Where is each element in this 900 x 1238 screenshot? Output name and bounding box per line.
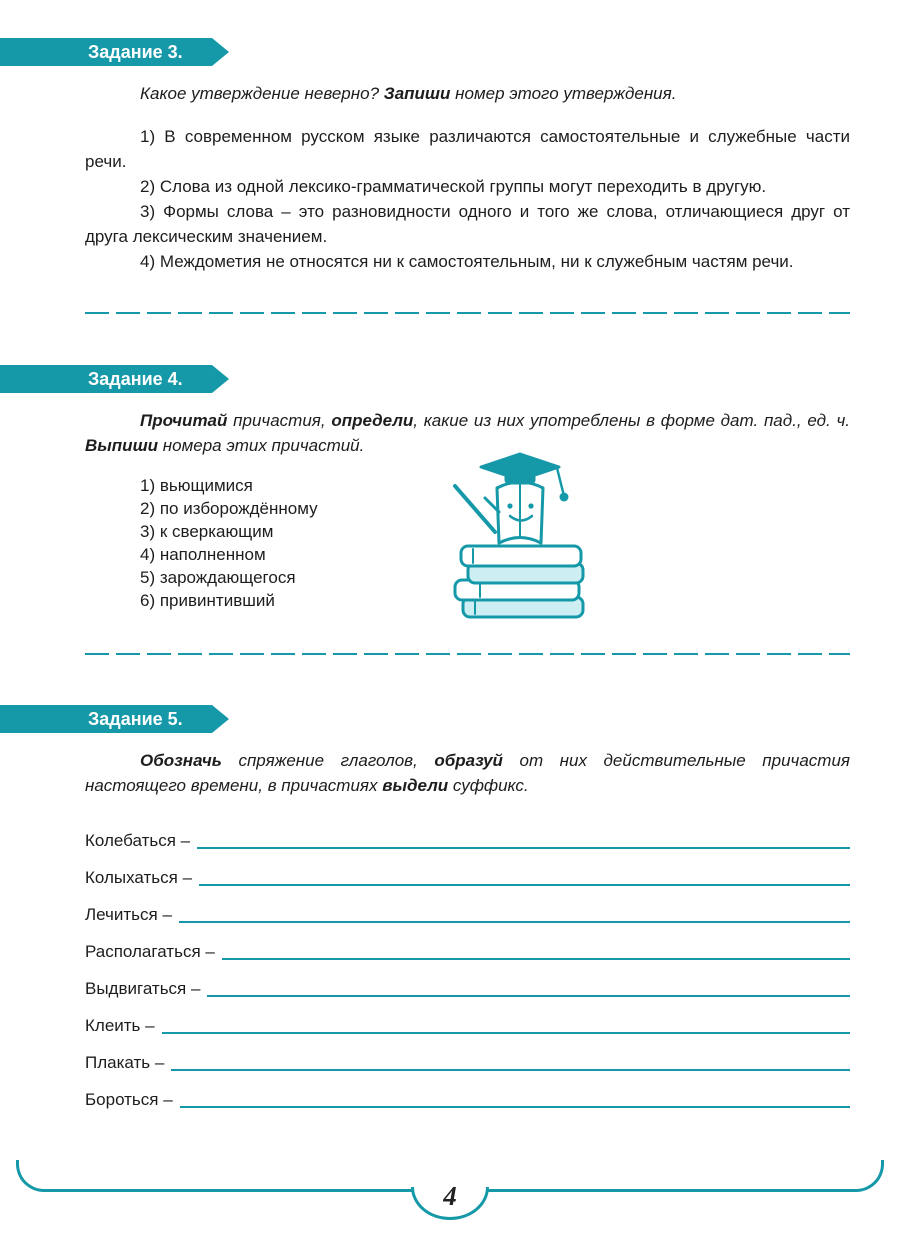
task-section-3 (0, 38, 900, 274)
instruction-bold: Выпиши (85, 436, 159, 455)
instruction-bold: Запиши (383, 84, 451, 103)
instruction-text: причастия, (227, 411, 332, 430)
task-instruction (85, 748, 850, 798)
page-number: 4 (443, 1181, 457, 1211)
task-section-4 (0, 365, 900, 612)
verb-row (85, 1050, 850, 1075)
instruction-text: номера этих причастий. (158, 436, 365, 455)
separator-line (85, 312, 850, 314)
instruction-bold: определи (331, 411, 414, 430)
verb-row (85, 902, 850, 927)
verb-rows (85, 828, 850, 1112)
participle-item: 2) по изборождённому (140, 499, 318, 518)
statement-list (85, 124, 850, 274)
verb-label: Располагаться – (85, 942, 215, 961)
pointer-stick-icon (455, 486, 495, 532)
instruction-text: , какие из них употреблены в форме дат. пад., ед. ч. (413, 411, 850, 430)
task-instruction (85, 81, 850, 106)
instruction-text: спряжение глаголов, (221, 751, 435, 770)
participle-item: 1) вьющимися (140, 476, 253, 495)
verb-label: Клеить – (85, 1016, 155, 1035)
verb-row (85, 939, 850, 964)
answer-line (222, 958, 850, 960)
verb-label: Выдвигаться – (85, 979, 201, 998)
participle-item: 3) к сверкающим (140, 522, 274, 541)
task-section-5 (0, 705, 900, 1112)
verb-label: Бороться – (85, 1090, 173, 1109)
instruction-bold: Прочитай (140, 411, 228, 430)
task-content (0, 748, 900, 1112)
answer-line (162, 1032, 850, 1034)
statement-item: 2) Слова из одной лексико-грамматической группы могут переходить в другую. (140, 177, 767, 196)
statement-item: 3) Формы слова – это разновидности одного и того же слова, отличающиеся друг от друга лексическим значением. (85, 202, 850, 246)
separator-line (85, 653, 850, 655)
participle-item: 6) привинтивший (140, 591, 275, 610)
task-content (0, 81, 900, 274)
statement-item: 4) Междометия не относятся ни к самостоятельным, ни к служебным частям речи. (140, 252, 794, 271)
task-title: Задание 4. (88, 369, 183, 389)
verb-row (85, 1087, 850, 1112)
verb-label: Лечиться – (85, 905, 172, 924)
task-content (0, 408, 900, 612)
instruction-text: Какое утверждение неверно? (140, 84, 384, 103)
answer-line (207, 995, 850, 997)
verb-row (85, 828, 850, 853)
answer-line (197, 847, 850, 849)
page-number-bump (411, 1181, 489, 1220)
instruction-text: от них действительные причастия настоящего времени, в причастиях (85, 751, 850, 795)
task-banner (0, 365, 212, 393)
instruction-bold: Обозначь (140, 751, 222, 770)
task-banner (0, 705, 212, 733)
instruction-text: номер этого утверждения. (450, 84, 677, 103)
verb-label: Колыхаться – (85, 868, 193, 887)
answer-line (179, 921, 850, 923)
verb-row (85, 1013, 850, 1038)
task-title: Задание 5. (88, 709, 183, 729)
verb-label: Плакать – (85, 1053, 165, 1072)
answer-line (171, 1069, 850, 1071)
workbook-page (0, 38, 900, 1238)
task-title: Задание 3. (88, 42, 183, 62)
task-banner (0, 38, 212, 66)
instruction-bold: образуй (434, 751, 503, 770)
verb-label: Колебаться – (85, 831, 191, 850)
verb-row (85, 976, 850, 1001)
statement-item: 1) В современном русском языке различаются самостоятельные и служебные части речи. (85, 127, 850, 171)
instruction-bold: выдели (382, 776, 449, 795)
books-illustration (435, 446, 600, 631)
participle-item: 4) наполненном (140, 545, 266, 564)
verb-row (85, 865, 850, 890)
answer-line (199, 884, 850, 886)
answer-line (180, 1106, 850, 1108)
participle-item: 5) зарождающегося (140, 568, 296, 587)
instruction-text: суффикс. (448, 776, 529, 795)
